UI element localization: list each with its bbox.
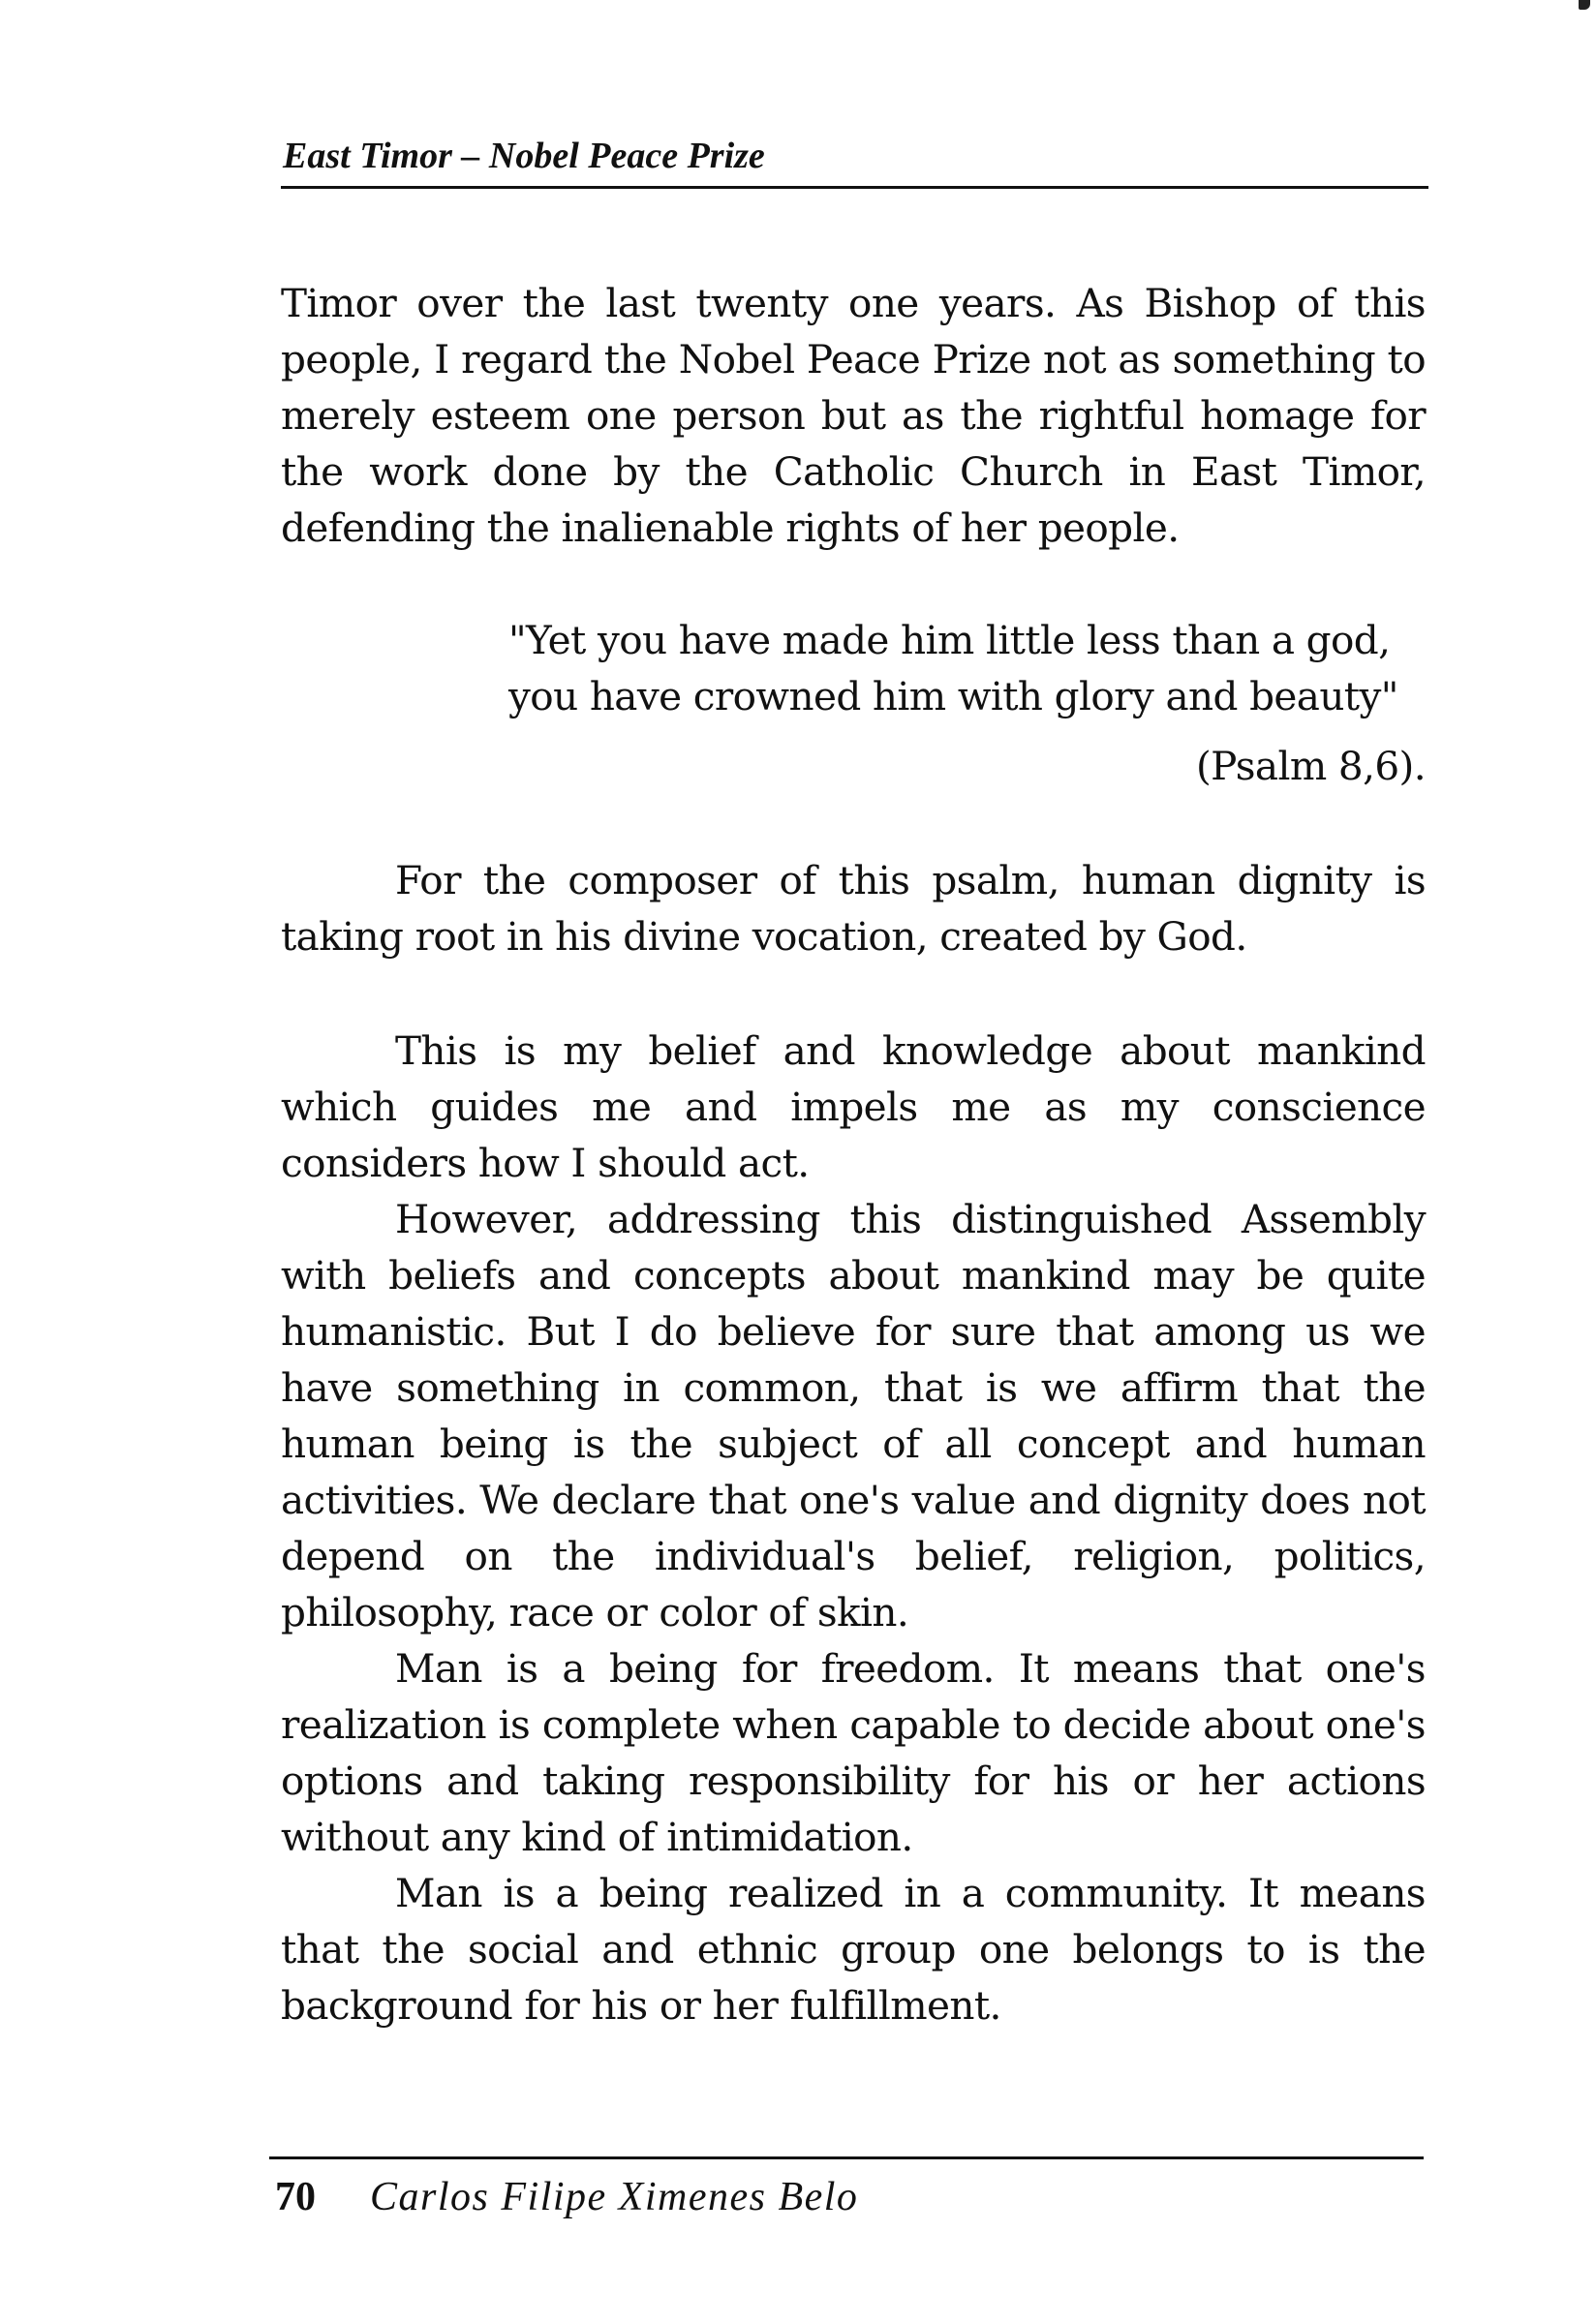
- running-title: East Timor – Nobel Peace Prize: [283, 136, 765, 176]
- header-rule: [281, 186, 1428, 189]
- author-name: Carlos Filipe Ximenes Belo: [370, 2175, 859, 2219]
- page-number: 70: [275, 2175, 316, 2219]
- page-footer: [269, 2156, 1424, 2221]
- footer-rule: [269, 2156, 1424, 2159]
- scan-corner-mark: [1579, 0, 1590, 10]
- quote-line-2: you have crowned him with glory and beauty": [508, 673, 1398, 719]
- quote-line-1: "Yet you have made him little less than a god,: [508, 617, 1391, 663]
- footer-line: [269, 2173, 1424, 2221]
- psalm-quote: [508, 612, 1428, 724]
- paragraph-3: This is my belief and knowledge about mankind which guides me and impels me as my conscience considers how I should act.: [281, 1027, 1426, 1186]
- paragraph-2: For the composer of this psalm, human dignity is taking root in his divine vocation, created by God.: [281, 857, 1426, 960]
- paragraph-6: Man is a being realized in a community. It means that the social and ethnic group one belongs to is the background for his or her fulfillment.: [281, 1870, 1426, 2029]
- page-header: [281, 132, 1428, 189]
- paragraph-5: Man is a being for freedom. It means that one's realization is complete when capable to decide about one's options and taking responsibility for his or her actions without any kind of intimidation.: [281, 1645, 1426, 1860]
- paragraph-1: Timor over the last twenty one years. As Bishop of this people, I regard the Nobel Peace Prize not as something to merely esteem one person but as the rightful homage for the work done by the Catholic Church in East Timor, defending the inalienable rights of her people.: [281, 280, 1426, 551]
- main-body-block: [281, 1023, 1426, 2034]
- quote-citation: (Psalm 8,6).: [1195, 743, 1426, 789]
- paragraph-2-block: [281, 852, 1426, 964]
- paragraph-4: However, addressing this distinguished Assembly with beliefs and concepts about mankind may be quite humanistic. But I do believe for sure that among us we have something in common, that is we affirm that the human being is the subject of all concept and human activities. We declare that one's value and dignity does not depend on the individual's belief, religion, politics, philosophy, race or color of skin.: [281, 1196, 1426, 1636]
